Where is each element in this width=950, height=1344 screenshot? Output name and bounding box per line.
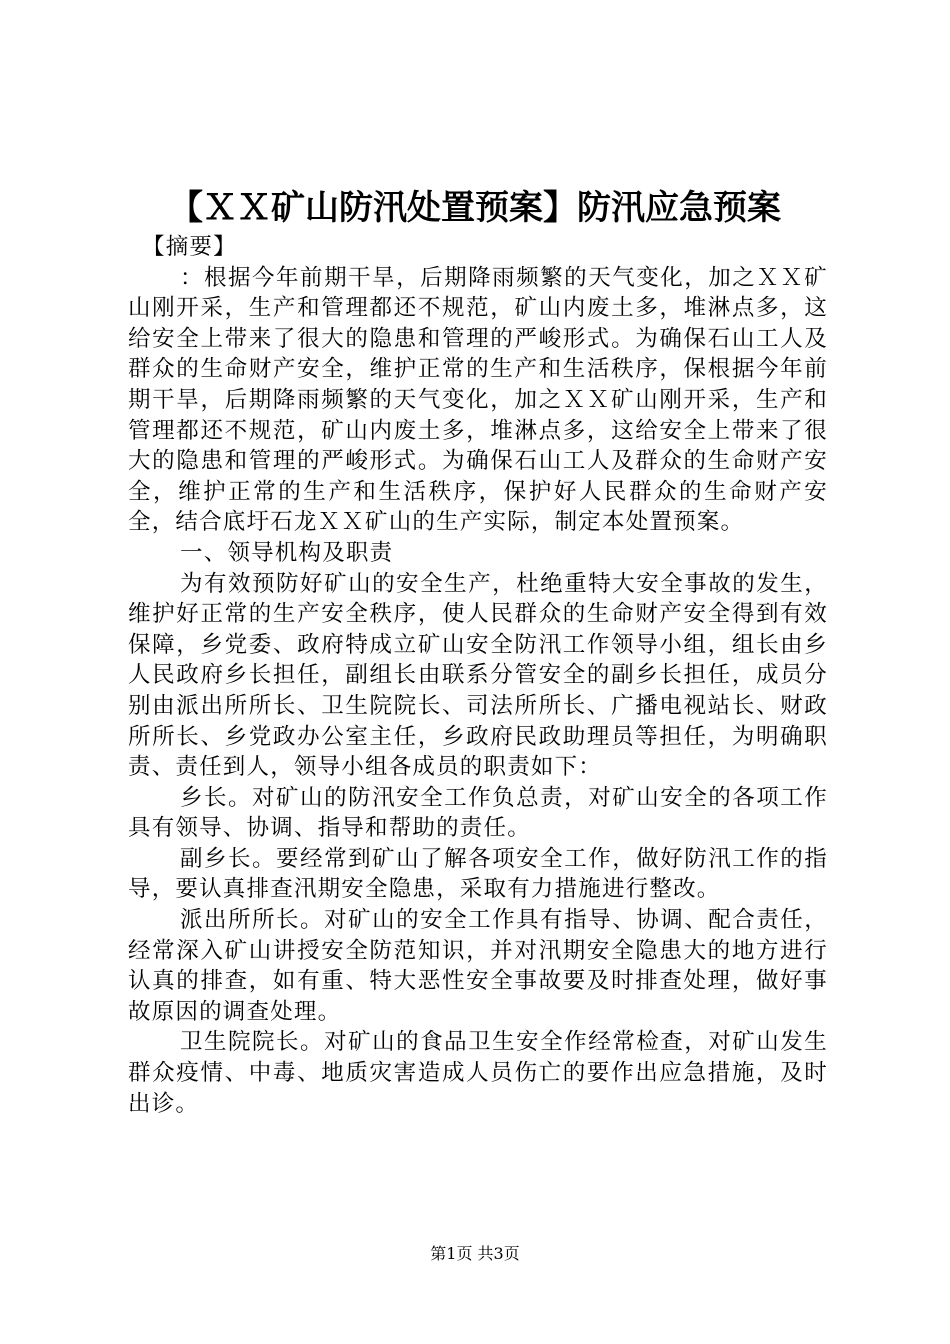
document-body	[128, 232, 828, 1119]
document-title: 【ＸＸ矿山防汛处置预案】防汛应急预案	[169, 188, 781, 228]
body-paragraph: 为有效预防好矿山的安全生产，杜绝重特大安全事故的发生，维护好正常的生产安全秩序，使人民群众的生命财产安全得到有效保障，乡党委、政府特成立矿山安全防汛工作领导小组，组长由乡人民政府乡长担任，副组长由联系分管安全的副乡长担任，成员分别由派出所所长、卫生院院长、司法所所长、广播电视站长、财政所所长、乡党政办公室主任，乡政府民政助理员等担任，为明确职责、责任到人，领导小组各成员的职责如下：	[128, 570, 828, 781]
page-footer: 第1页 共3页	[430, 1244, 520, 1263]
body-paragraph: 派出所所长。对矿山的安全工作具有指导、协调、配合责任，经常深入矿山讲授安全防范知识，并对汛期安全隐患大的地方进行认真的排查，如有重、特大恶性安全事故要及时排查处理，做好事故原因的调查处理。	[128, 907, 828, 1025]
body-paragraph: 卫生院院长。对矿山的食品卫生安全作经常检查，对矿山发生群众疫情、中毒、地质灾害造成人员伤亡的要作出应急措施，及时出诊。	[128, 1029, 828, 1117]
section-heading: 一、领导机构及职责	[180, 539, 394, 566]
body-paragraph: 副乡长。要经常到矿山了解各项安全工作，做好防汛工作的指导，要认真排查汛期安全隐患，采取有力措施进行整改。	[128, 845, 828, 903]
abstract-label: 【摘要】	[142, 234, 237, 260]
abstract-paragraph: ：根据今年前期干旱，后期降雨频繁的天气变化，加之ＸＸ矿山刚开采，生产和管理都还不规范，矿山内废土多，堆淋点多，这给安全上带来了很大的隐患和管理的严峻形式。为确保石山工人及群众的生命财产安全，维护正常的生产和生活秩序，保根据今年前期干旱，后期降雨频繁的天气变化，加之ＸＸ矿山刚开采，生产和管理都还不规范，矿山内废土多，堆淋点多，这给安全上带来了很大的隐患和管理的严峻形式。为确保石山工人及群众的生命财产安全，维护正常的生产和生活秩序，保护好人民群众的生命财产安全，结合底圩石龙ＸＸ矿山的生产实际，制定本处置预案。	[128, 264, 828, 536]
body-paragraph: 乡长。对矿山的防汛安全工作负总责，对矿山安全的各项工作具有领导、协调、指导和帮助的责任。	[128, 784, 828, 842]
